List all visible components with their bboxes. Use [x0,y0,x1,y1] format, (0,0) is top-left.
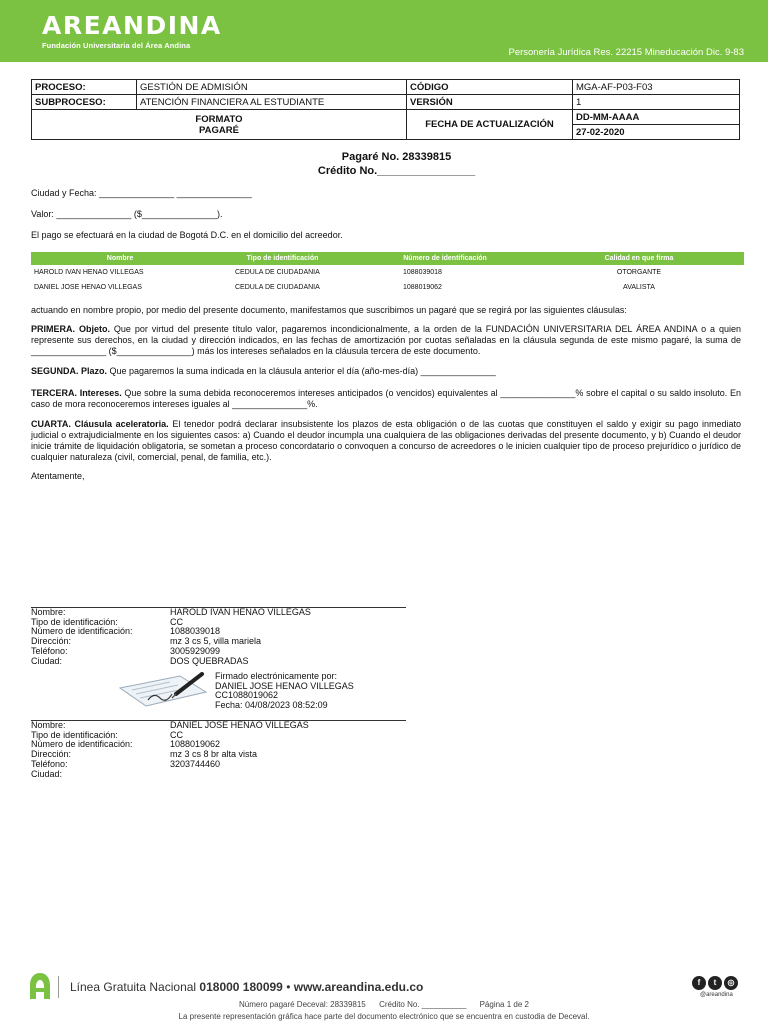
signer-value: 1088019062 [170,739,221,750]
col-header-tipo-id: Tipo de identificación [209,252,356,265]
proceso-value: GESTIÓN DE ADMISIÓN [137,80,407,95]
footer-bullet: • [286,980,291,994]
col-header-numero-id: Número de identificación [356,252,534,265]
social-handle: @areandina [700,992,733,998]
signer-label: Ciudad: [31,655,63,666]
legal-registration: Personería Jurídica Res. 22215 Mineducación Dic. 9-83 [508,47,744,58]
signer-block [31,608,311,666]
clause-segunda [31,366,741,377]
clause-cuarta-title: CUARTA. Cláusula aceleratoria. [31,419,169,429]
signer-value: 3203744460 [170,758,221,769]
clause-tercera [31,388,741,410]
document-meta-table [31,79,740,140]
ciudad-fecha-field: Ciudad y Fecha: _______________ _______________ [31,188,252,198]
fecha-format: DD-MM-AAAA [573,110,740,125]
clause-primera [31,324,741,357]
table-row [31,280,744,295]
custody-notice: La presente representación gráfica hace parte del documento electrónico que se encuentra en custodia de Deceval. [178,1012,590,1021]
signer-block [31,721,309,779]
footer-divider [58,976,59,998]
codigo-label: CÓDIGO [407,80,573,95]
col-header-nombre: Nombre [31,252,209,265]
clause-cuarta-text: El tenedor podrá declarar insubsistente los plazos de esta obligación o de las cuotas que constituyen el saldo y exigir su pago inmediato judicial o extrajudicialmente en los siguientes casos: a) Cuando el deudor incumpla una cualquiera de las obligaciones derivadas del presente documento, y b) Cuando el deudor inicie trámite de liquidación obligatoria, se sometan a proceso concordatario o convoquen a concurso de acreedores o le inicien cualquier tipo de proceso prejurídico o jurídico de cualquier naturaleza (civil, comercial, penal, de familia, etc.). [31,419,742,462]
subproceso-value: ATENCIÓN FINANCIERA AL ESTUDIANTE [137,95,407,110]
signer-value: CC [170,729,183,740]
version-label: VERSIÓN [407,95,573,110]
areandina-mark-icon [28,971,52,1001]
signer-label: Dirección: [31,749,72,760]
esig-line1: Firmado electrónicamente por: [215,671,338,681]
clause-cuarta [31,419,741,463]
formato-line1: FORMATO [195,113,243,125]
fecha-label: FECHA DE ACTUALIZACIÓN [407,110,573,140]
party-id-number: 1088039018 [403,269,442,276]
page-header [0,0,768,62]
clause-primera-text: Que por virtud del presente título valor, pagaremos incondicionalmente, a la orden de la FUNDACIÓN UNIVERSITARIA DEL ÁREA ANDINA o a quien represente sus derechos, en la ciudad y dirección indicados, en las fechas de amortización por cuotas señaladas en la cláusula segunda de este mismo pagaré, la suma de _______________ ($_______________) más los intereses señalados en la cláusula tercera de este documento. [31,324,741,356]
esig-signer-name: DANIEL JOSE HENAO VILLEGAS [215,680,354,691]
valor-field: Valor: _______________ ($_______________). [31,209,223,219]
intro-text: actuando en nombre propio, por medio del presente documento, manifestamos que suscribimos un pagaré que se regirá por las siguientes cláusulas: [31,305,627,315]
signer-row [31,760,309,770]
deceval-info: Número pagaré Deceval: 28339815 Crédito No. __________ Página 1 de 2 [239,1000,529,1009]
signer-value: DOS QUEBRADAS [170,655,249,666]
table-row [31,265,744,280]
electronic-signature-text [215,672,354,711]
signer-label: Dirección: [31,636,72,647]
subproceso-label: SUBPROCESO: [32,95,137,110]
twitter-icon[interactable]: t [708,976,722,990]
table-row [32,110,740,125]
signer-label: Nombre: [31,607,66,617]
formato-cell [32,110,407,140]
party-id-number: 1088019062 [403,284,442,291]
pago-location-text: El pago se efectuará en la ciudad de Bogotá D.C. en el domicilio del acreedor. [31,230,343,240]
phone-number: 018000 180099 [199,980,283,994]
credito-number: Crédito No.________________ [317,165,476,177]
fecha-value: 27-02-2020 [573,125,740,140]
signer-value: 3005929099 [170,645,221,656]
signer-value: DANIEL JOSE HENAO VILLEGAS [170,720,309,730]
logo-name: AREANDINA [42,11,222,40]
electronic-signature-icon [118,670,210,712]
footer-contact [70,980,423,994]
signer-label: Ciudad: [31,768,63,779]
esig-date: Fecha: 04/08/2023 08:52:09 [215,700,328,711]
signer-value: mz 3 cs 8 br alta vista [170,749,258,760]
signer-label: Número de identificación: [31,626,133,637]
proceso-label: PROCESO: [32,80,137,95]
closing-text: Atentamente, [31,471,85,481]
signer-row [31,770,309,780]
version-value: 1 [573,95,740,110]
website-link[interactable]: www.areandina.edu.co [293,980,424,994]
table-header-row [31,252,744,265]
clause-tercera-title: TERCERA. Intereses. [31,388,122,398]
parties-table [31,252,744,295]
signer-label: Teléfono: [31,645,68,656]
party-role: OTORGANTE [616,269,662,276]
signer-label: Tipo de identificación: [31,616,118,627]
table-row [32,95,740,110]
col-header-calidad: Calidad en que firma [534,252,744,265]
logo-subtitle: Fundación Universitaria del Área Andina [42,41,191,50]
signer-value: HAROLD IVAN HENAO VILLEGAS [170,607,311,617]
party-name: HAROLD IVAN HENAO VILLEGAS [34,269,144,276]
signer-row [31,657,311,667]
signer-value: mz 3 cs 5, villa mariela [170,636,262,647]
formato-line2: PAGARÉ [199,124,239,136]
signer-label: Tipo de identificación: [31,729,118,740]
clause-segunda-text: Que pagaremos la suma indicada en la cláusula anterior el día (año-mes-día) _______________ [107,366,496,376]
clause-segunda-title: SEGUNDA. Plazo. [31,366,108,376]
pagare-number: Pagaré No. 28339815 [341,151,452,163]
esig-signer-id: CC1088019062 [215,690,279,701]
codigo-value: MGA-AF-P03-F03 [573,80,740,95]
signer-value: CC [170,616,183,627]
areandina-logo [42,12,222,50]
party-name: DANIEL JOSE HENAO VILLEGAS [34,284,142,291]
party-role: AVALISTA [623,284,655,291]
facebook-icon[interactable]: f [692,976,706,990]
signer-value: 1088039018 [170,626,221,637]
instagram-icon[interactable]: ◎ [724,976,738,990]
clause-primera-title: PRIMERA. Objeto. [31,324,110,334]
signer-label: Teléfono: [31,758,68,769]
signer-label: Número de identificación: [31,739,133,750]
party-id-type: CEDULA DE CIUDADANIA [235,269,320,276]
party-id-type: CEDULA DE CIUDADANIA [235,284,320,291]
social-icons [692,976,738,990]
signer-label: Nombre: [31,720,66,730]
clause-tercera-text: Que sobre la suma debida reconoceremos intereses anticipados (o vencidos) equivalentes al _______________% sobre el capital o su saldo insoluto. En caso de mora reconoceremos intereses iguales al _______________%. [31,388,741,409]
table-row [32,80,740,95]
linea-gratuita-label: Línea Gratuita Nacional [70,980,197,994]
